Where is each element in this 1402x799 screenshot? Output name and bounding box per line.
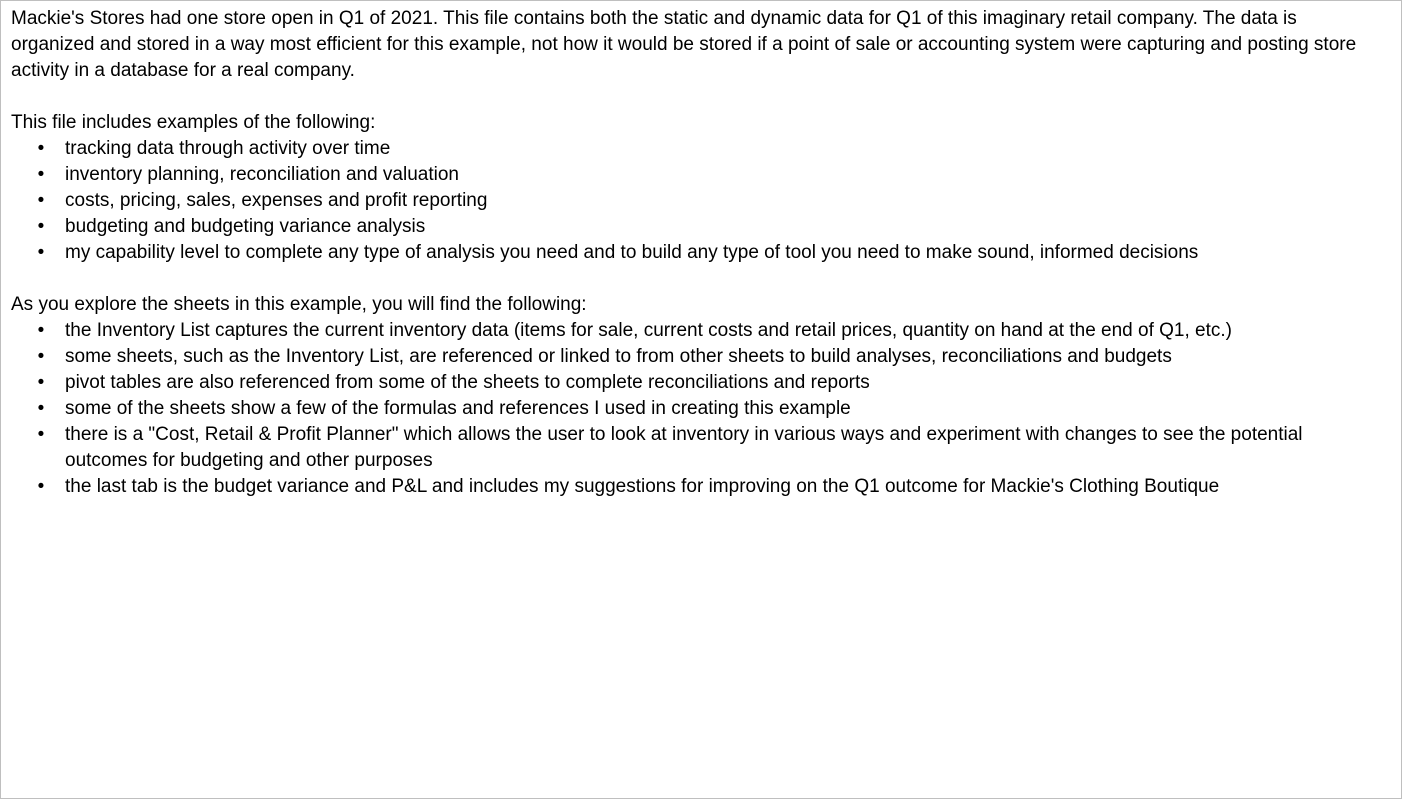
- list-item: [11, 188, 1361, 214]
- explore-list: [11, 318, 1361, 500]
- list-item-text: my capability level to complete any type of analysis you need and to build any type of tool you need to make sound, informed decisions: [65, 242, 1199, 263]
- bullet-icon: •: [37, 190, 45, 211]
- bullet-icon: •: [37, 424, 45, 445]
- list-item-text: the last tab is the budget variance and P&L and includes my suggestions for improving on the Q1 outcome for Mackie's Clothing Boutique: [65, 476, 1220, 497]
- list-item: [11, 318, 1361, 344]
- bullet-icon: •: [37, 320, 45, 341]
- bullet-icon: •: [37, 346, 45, 367]
- list-item: [11, 422, 1361, 474]
- list-item: [11, 136, 1361, 162]
- intro-paragraph: Mackie's Stores had one store open in Q1 of 2021. This file contains both the static and dynamic data for Q1 of this imaginary retail company. The data is organized and stored in a way most efficient for this example, not how it would be stored if a point of sale or accounting system were capturing and posting store activity in a database for a real company.: [11, 8, 1357, 81]
- text-box-content: [1, 1, 1401, 500]
- examples-list: [11, 136, 1361, 266]
- list-item-text: budgeting and budgeting variance analysis: [65, 216, 426, 237]
- list-item: [11, 396, 1361, 422]
- list-item: [11, 344, 1361, 370]
- list-item-text: inventory planning, reconciliation and valuation: [65, 164, 459, 185]
- bullet-icon: •: [37, 476, 45, 497]
- list-item: [11, 474, 1361, 500]
- list-item: [11, 214, 1361, 240]
- list-item: [11, 370, 1361, 396]
- bullet-icon: •: [37, 164, 45, 185]
- bullet-icon: •: [37, 372, 45, 393]
- list-item: [11, 240, 1361, 266]
- list-item-text: some of the sheets show a few of the formulas and references I used in creating this example: [65, 398, 851, 419]
- list-item-text: some sheets, such as the Inventory List, are referenced or linked to from other sheets to build analyses, reconciliations and budgets: [65, 346, 1172, 367]
- list-item-text: costs, pricing, sales, expenses and profit reporting: [65, 190, 488, 211]
- bullet-icon: •: [37, 216, 45, 237]
- blank-line: [11, 266, 1361, 292]
- examples-heading: This file includes examples of the following:: [11, 112, 376, 133]
- explore-heading: As you explore the sheets in this example, you will find the following:: [11, 294, 587, 315]
- list-item: [11, 162, 1361, 188]
- blank-line: [11, 84, 1361, 110]
- bullet-icon: •: [37, 138, 45, 159]
- list-item-text: the Inventory List captures the current inventory data (items for sale, current costs and retail prices, quantity on hand at the end of Q1, etc.): [65, 320, 1232, 341]
- list-item-text: pivot tables are also referenced from some of the sheets to complete reconciliations and reports: [65, 372, 870, 393]
- list-item-text: tracking data through activity over time: [65, 138, 391, 159]
- bullet-icon: •: [37, 242, 45, 263]
- bullet-icon: •: [37, 398, 45, 419]
- list-item-text: there is a "Cost, Retail & Profit Planner" which allows the user to look at inventory in various ways and experiment with changes to see the potential outcomes for budgeting and other purposes: [65, 424, 1303, 471]
